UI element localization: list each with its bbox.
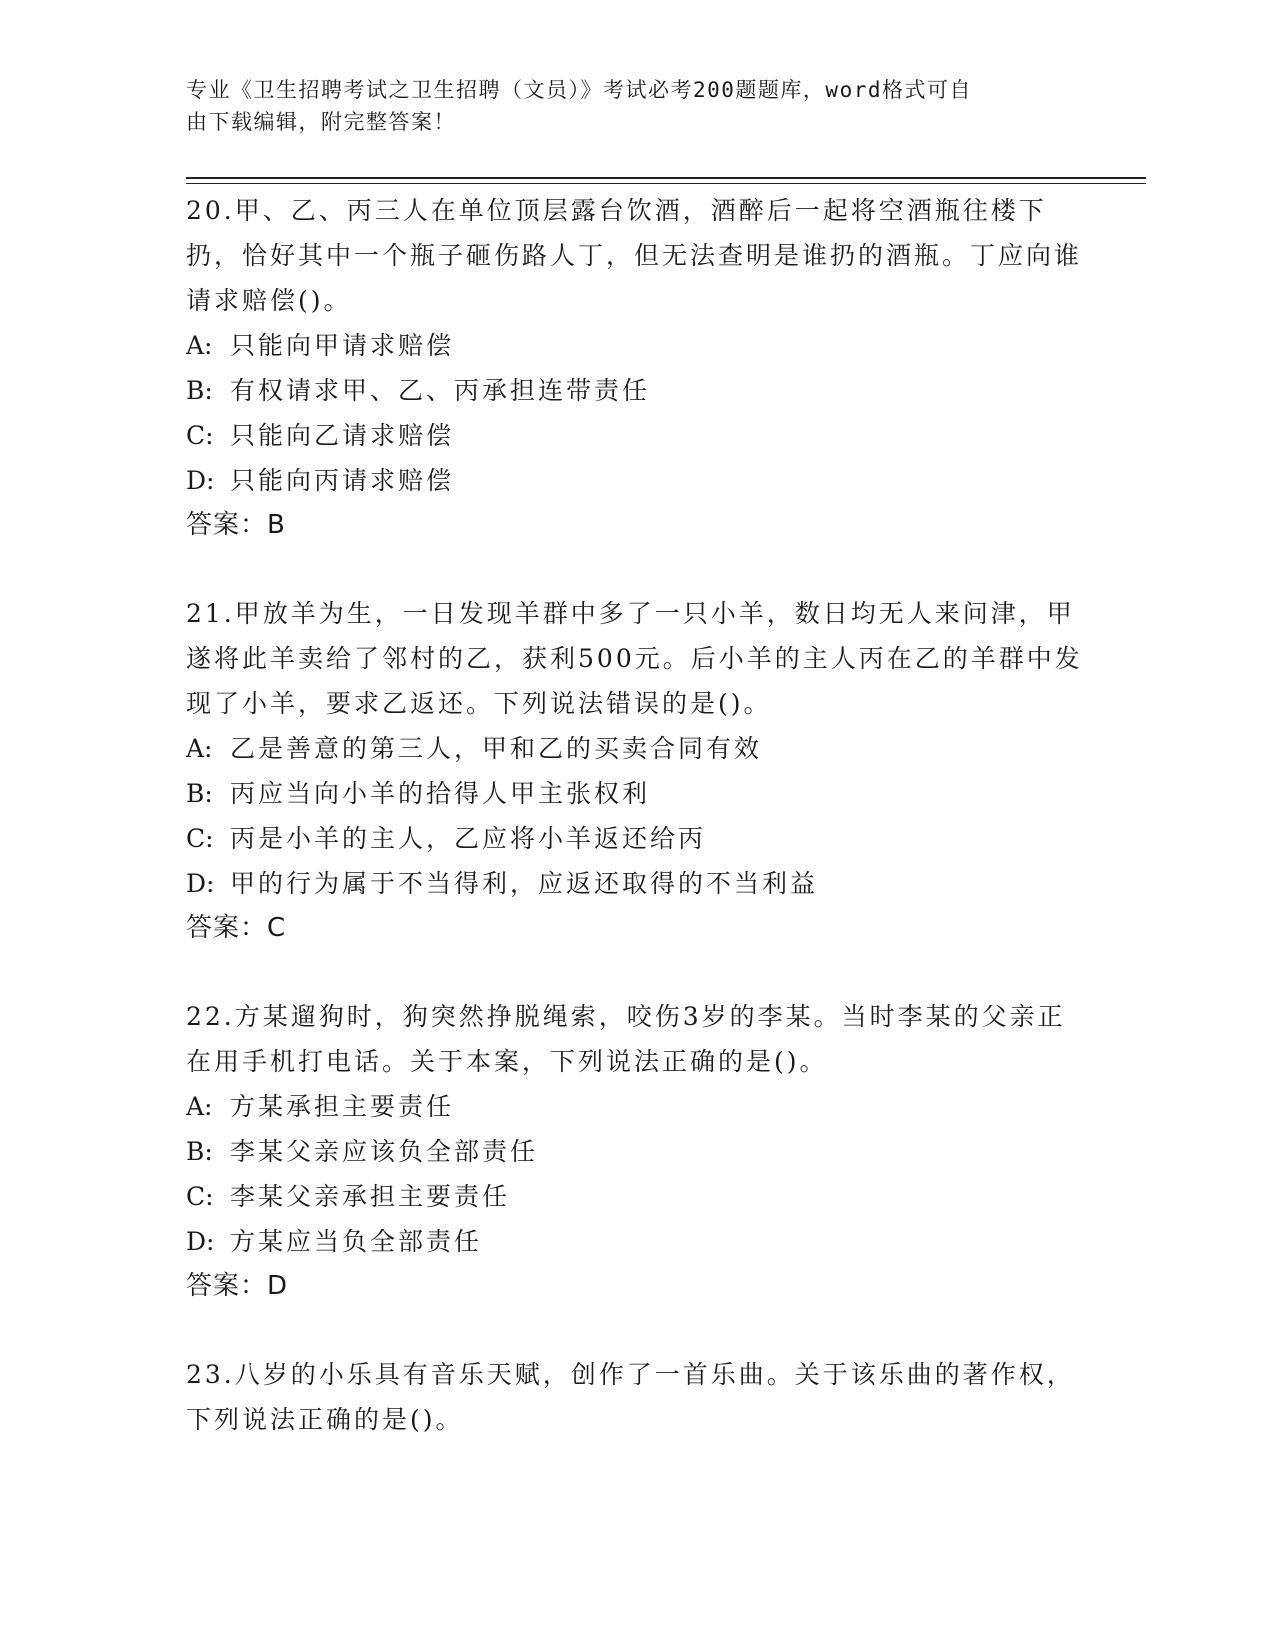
option-key: D: [186,869,215,898]
header-divider-thin [186,183,1146,184]
document-header [186,74,1066,138]
option-text: 只能向乙请求赔偿 [230,421,455,450]
question-stem: 21.甲放羊为生，一日发现羊群中多了一只小羊，数日均无人来问津，甲遂将此羊卖给了邻村的乙，获利500元。后小羊的主人丙在乙的羊群中发现了小羊，要求乙返还。下列说法错误的是()。 [186,599,1083,718]
option-c [186,413,1086,458]
answer-line: 答案：C [186,913,287,943]
option-key: B: [186,779,213,808]
question-stem: 22.方某遛狗时，狗突然挣脱绳索，咬伤3岁的李某。当时李某的父亲正在用手机打电话。关于本案，下列说法正确的是()。 [186,1002,1066,1076]
answer-line: 答案：D [186,1271,289,1301]
option-key: C: [186,824,214,853]
option-text: 只能向丙请求赔偿 [230,466,455,495]
option-key: C: [186,421,214,450]
header-divider-thick [186,177,1146,179]
question-20 [186,188,1086,548]
option-c [186,816,1086,861]
option-text: 只能向甲请求赔偿 [230,331,455,360]
option-key: A: [186,331,213,360]
option-a [186,726,1086,771]
question-stem: 20.甲、乙、丙三人在单位顶层露台饮酒，酒醉后一起将空酒瓶往楼下扔，恰好其中一个瓶子砸伤路人丁，但无法查明是谁扔的酒瓶。丁应向谁请求赔偿()。 [186,196,1083,315]
option-text: 有权请求甲、乙、丙承担连带责任 [230,376,651,405]
option-key: B: [186,1137,213,1166]
option-key: A: [186,1092,213,1121]
option-d [186,1219,1086,1264]
question-23 [186,1352,1086,1442]
option-key: D: [186,466,215,495]
option-d [186,861,1086,906]
option-text: 李某父亲承担主要责任 [230,1182,511,1211]
question-21 [186,591,1086,951]
option-text: 丙应当向小羊的拾得人甲主张权利 [230,779,651,808]
option-key: C: [186,1182,214,1211]
header-line-1: 专业《卫生招聘考试之卫生招聘（文员）》考试必考200题题库，word格式可自 [186,78,972,102]
question-list [186,188,1086,1485]
option-b [186,771,1086,816]
option-c [186,1174,1086,1219]
option-text: 乙是善意的第三人，甲和乙的买卖合同有效 [230,734,763,763]
option-text: 李某父亲应该负全部责任 [230,1137,539,1166]
option-text: 方某承担主要责任 [230,1092,455,1121]
option-text: 方某应当负全部责任 [230,1227,483,1256]
option-b [186,368,1086,413]
option-text: 甲的行为属于不当得利，应返还取得的不当利益 [230,869,819,898]
option-key: A: [186,734,213,763]
option-d [186,458,1086,503]
option-key: B: [186,376,213,405]
option-b [186,1129,1086,1174]
answer-line: 答案：B [186,510,286,540]
option-a [186,323,1086,368]
header-line-2: 由下载编辑，附完整答案！ [186,110,456,134]
option-text: 丙是小羊的主人，乙应将小羊返还给丙 [230,824,707,853]
question-stem: 23.八岁的小乐具有音乐天赋，创作了一首乐曲。关于该乐曲的著作权，下列说法正确的是()。 [186,1360,1075,1434]
option-key: D: [186,1227,215,1256]
question-22 [186,994,1086,1309]
option-a [186,1084,1086,1129]
